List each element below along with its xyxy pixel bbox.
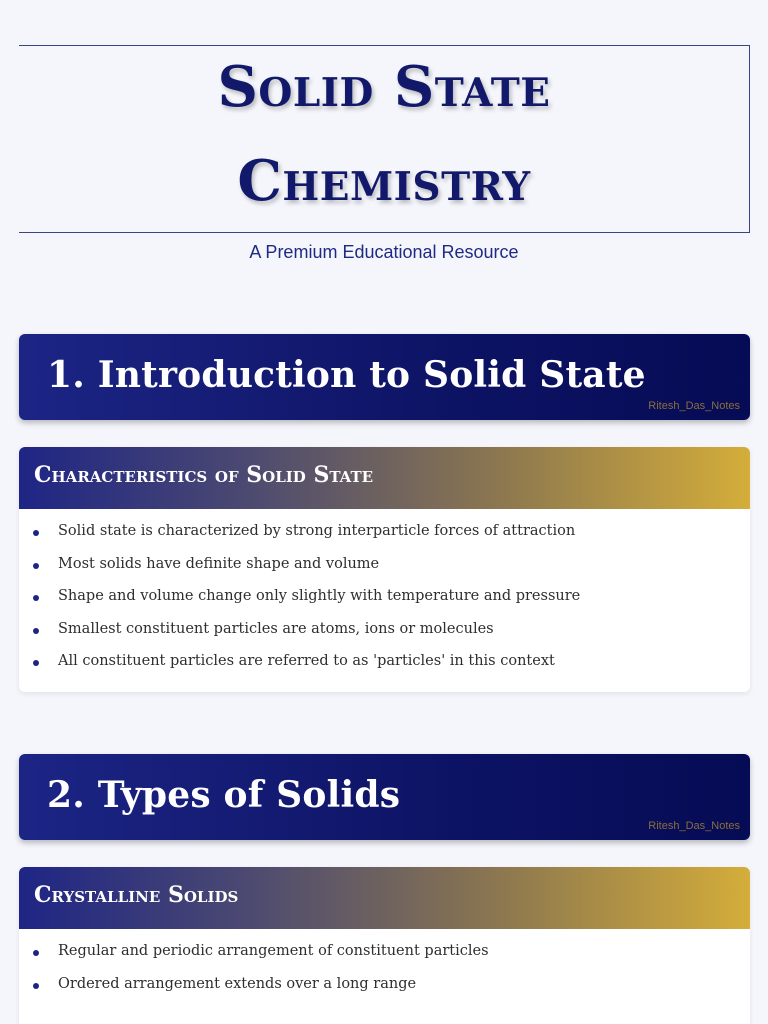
title-box xyxy=(19,45,750,233)
list-item: Shape and volume change only slightly with temperature and pressure xyxy=(19,586,750,619)
bullet-dot-icon xyxy=(33,595,39,601)
card-characteristics xyxy=(19,447,750,692)
section-title: 1. Introduction to Solid State xyxy=(47,354,646,396)
bullet-list xyxy=(19,929,750,1014)
section-header-types xyxy=(19,754,750,840)
list-item: Most solids have definite shape and volume xyxy=(19,554,750,587)
bullet-dot-icon xyxy=(33,983,39,989)
card-crystalline xyxy=(19,867,750,1024)
section-title: 2. Types of Solids xyxy=(47,774,401,816)
bullet-dot-icon xyxy=(33,530,39,536)
bullet-list xyxy=(19,509,750,692)
list-item: Ordered arrangement extends over a long range xyxy=(19,974,750,1007)
card-title: Crystalline Solids xyxy=(34,882,239,908)
bullet-dot-icon xyxy=(33,628,39,634)
page-title-line-1: Solid State xyxy=(217,54,551,120)
bullet-dot-icon xyxy=(33,563,39,569)
bullet-dot-icon xyxy=(33,950,39,956)
card-header xyxy=(19,447,750,509)
page-subtitle: A Premium Educational Resource xyxy=(249,242,519,262)
card-header xyxy=(19,867,750,929)
list-item: All constituent particles are referred to as 'particles' in this context xyxy=(19,651,750,684)
card-title: Characteristics of Solid State xyxy=(34,462,374,488)
bullet-dot-icon xyxy=(33,660,39,666)
list-item: Solid state is characterized by strong interparticle forces of attraction xyxy=(19,521,750,554)
list-item: Regular and periodic arrangement of constituent particles xyxy=(19,941,750,974)
section-header-introduction xyxy=(19,334,750,420)
watermark: Ritesh_Das_Notes xyxy=(648,820,740,832)
list-item: Smallest constituent particles are atoms, ions or molecules xyxy=(19,619,750,652)
watermark: Ritesh_Das_Notes xyxy=(648,400,740,412)
page-title-line-2: Chemistry xyxy=(237,148,531,214)
